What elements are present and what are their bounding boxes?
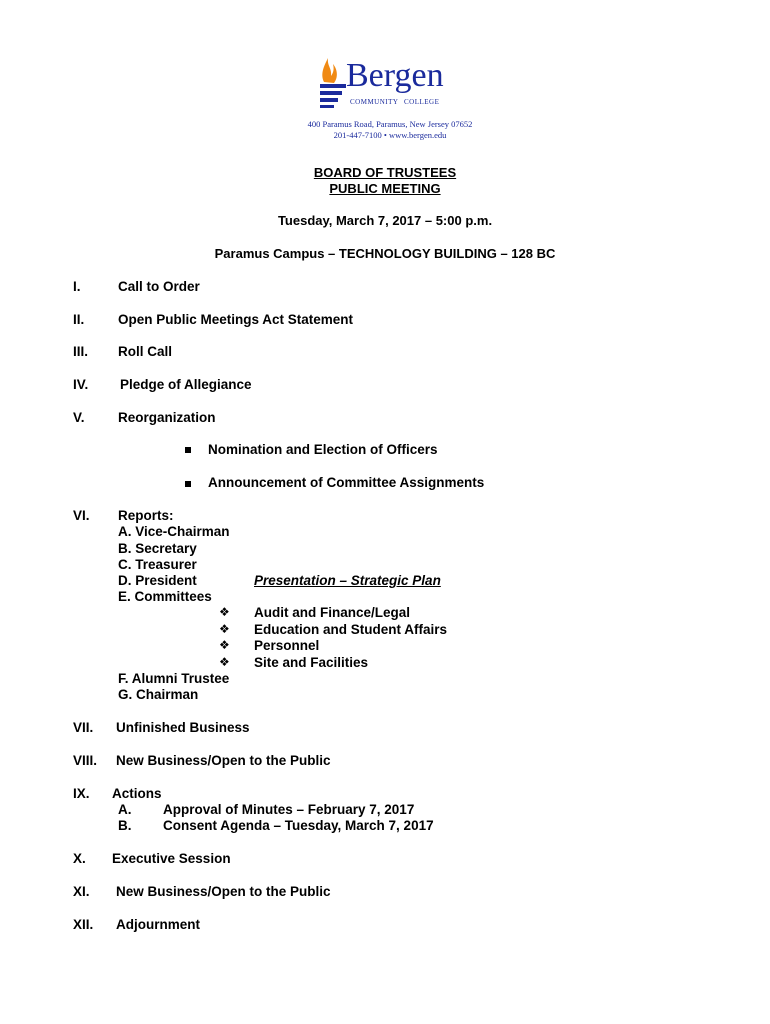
logo-wordmark: Bergen [346,57,444,94]
address-line: 400 Paramus Road, Paramus, New Jersey 07652 [307,119,473,129]
diamond-bullet-icon: ❖ [219,655,230,669]
agenda-item-reorganization: Reorganization [118,410,216,425]
square-bullet-icon [185,481,191,487]
item-number: VIII. [73,753,98,768]
item-number: IV. [73,377,89,392]
report-president: D. President [118,573,197,588]
report-treasurer: C. Treasurer [118,557,197,572]
bullet-committee-assignments: Announcement of Committee Assignments [208,475,485,490]
diamond-bullet-icon: ❖ [219,638,230,652]
meeting-location: Paramus Campus – TECHNOLOGY BUILDING – 128 BC [214,246,556,261]
action-letter: A. [118,802,132,817]
agenda-item-pledge: Pledge of Allegiance [120,377,252,392]
report-vice-chairman: A. Vice-Chairman [118,524,230,539]
agenda-item-call-to-order: Call to Order [118,279,200,294]
item-number: III. [73,344,89,359]
board-title: BOARD OF TRUSTEES [313,165,457,180]
item-number: VI. [73,508,90,523]
square-bullet-icon [185,447,191,453]
agenda-item-adjournment: Adjournment [116,917,200,932]
logo-sub-right: COLLEGE [404,98,440,106]
report-committees: E. Committees [118,589,212,604]
committee-personnel: Personnel [254,638,320,653]
agenda-item-roll-call: Roll Call [118,344,173,359]
action-letter: B. [118,818,132,833]
action-approval-minutes: Approval of Minutes – February 7, 2017 [163,802,415,817]
item-number: IX. [73,786,90,801]
bullet-nomination: Nomination and Election of Officers [208,442,438,457]
item-number: XI. [73,884,90,899]
agenda-item-opma: Open Public Meetings Act Statement [118,312,354,327]
meeting-date: Tuesday, March 7, 2017 – 5:00 p.m. [277,213,493,228]
agenda-item-actions: Actions [112,786,162,801]
committee-site-facilities: Site and Facilities [254,655,369,670]
report-alumni-trustee: F. Alumni Trustee [118,671,230,686]
item-number: X. [73,851,86,866]
report-secretary: B. Secretary [118,541,197,556]
report-chairman: G. Chairman [118,687,199,702]
item-number: V. [73,410,85,425]
agenda-item-reports: Reports: [118,508,174,523]
diamond-bullet-icon: ❖ [219,605,230,619]
presentation-strategic-plan: Presentation – Strategic Plan [254,573,441,588]
diamond-bullet-icon: ❖ [219,622,230,636]
contact-line: 201-447-7100 • www.bergen.edu [333,130,447,140]
action-consent-agenda: Consent Agenda – Tuesday, March 7, 2017 [163,818,434,833]
agenda-item-unfinished-business: Unfinished Business [116,720,250,735]
agenda-item-new-business-2: New Business/Open to the Public [116,884,331,899]
item-number: II. [73,312,85,327]
meeting-title: PUBLIC MEETING [329,181,441,196]
item-number: I. [73,279,81,294]
logo-sub-left: COMMUNITY [350,98,399,106]
item-number: XII. [73,917,94,932]
committee-education: Education and Student Affairs [254,622,448,637]
agenda-item-new-business: New Business/Open to the Public [116,753,331,768]
agenda-item-executive-session: Executive Session [112,851,231,866]
item-number: VII. [73,720,94,735]
committee-audit-finance: Audit and Finance/Legal [254,605,411,620]
